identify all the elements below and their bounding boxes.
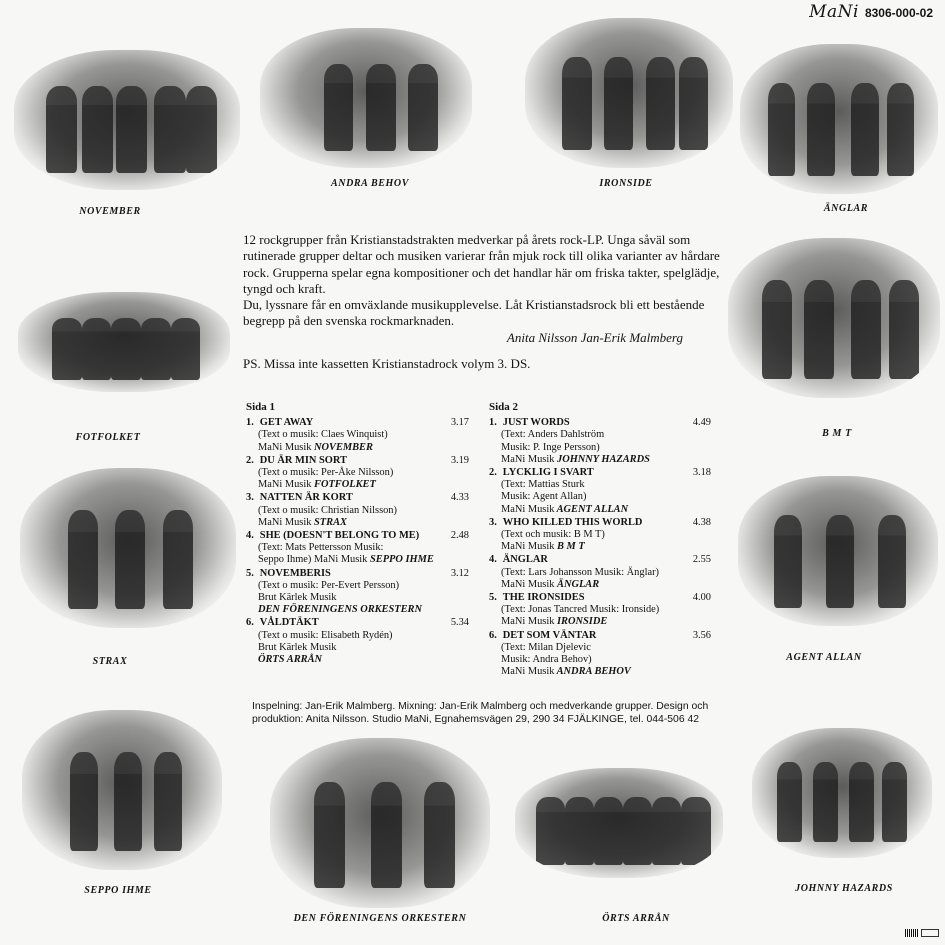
- track-title: VÅLDTÄKT: [259, 617, 319, 629]
- track-header: [246, 568, 469, 580]
- track-publisher: MaNi Musik: [501, 503, 555, 515]
- photo-seppo-ihme: [22, 710, 222, 870]
- photo-den-foreningens-orkestern: [270, 738, 490, 908]
- track-title: SHE (DOESN'T BELONG TO ME): [259, 530, 420, 542]
- track-artist-line: [489, 541, 711, 553]
- track-number: 4.: [489, 554, 497, 566]
- track-credit: Musik: Andra Behov): [501, 654, 592, 666]
- track-title: GET AWAY: [259, 417, 314, 429]
- track-artist: DEN FÖRENINGENS ORKESTERN: [258, 604, 422, 616]
- side-2-tracks: [489, 417, 711, 678]
- track-title-group: [489, 592, 585, 604]
- photo-ironside: [525, 18, 733, 168]
- track-title: THE IRONSIDES: [502, 592, 585, 604]
- track-duration: 3.17: [450, 417, 469, 429]
- mani-logo: MaNi: [809, 2, 859, 22]
- track-artist-line: [489, 666, 711, 678]
- track-credit: Musik: P. Inge Persson): [501, 441, 600, 453]
- track-duration: 4.00: [692, 592, 711, 604]
- photo-strax: [20, 468, 236, 628]
- track-duration: 3.18: [692, 467, 711, 479]
- side-1-title: Sida 1: [246, 401, 276, 413]
- track-number: 1.: [489, 417, 497, 429]
- track-header: [489, 417, 711, 429]
- track-publisher: MaNi Musik: [501, 666, 555, 678]
- track-title-group: [489, 517, 642, 529]
- track-artist-line: [489, 504, 711, 516]
- track-number: 1.: [246, 417, 254, 429]
- side-2-title: Sida 2: [489, 401, 519, 413]
- track-credit: (Text o musik: Elisabeth Rydén): [258, 629, 393, 641]
- track-duration: 3.12: [450, 567, 469, 579]
- track-item: [489, 467, 711, 516]
- track-publisher: MaNi Musik: [501, 616, 555, 628]
- track-header: [489, 467, 711, 479]
- track-artist: IRONSIDE: [557, 616, 608, 628]
- caption-johnny-hazards: JOHNNY HAZARDS: [795, 883, 893, 894]
- track-credit: (Text och musik: B M T): [501, 529, 605, 541]
- track-number: 2.: [489, 467, 497, 479]
- track-artist: B M T: [557, 541, 585, 553]
- catalog-header: [809, 2, 933, 22]
- track-header: [246, 530, 469, 542]
- caption-ironside: IRONSIDE: [599, 178, 653, 189]
- intro-paragraph: 12 rockgrupper från Kristianstadstrakten medverkar på årets rock-LP. Unga såväl som rutinerade grupper deltar och musiken varierar från mjuk rock till olika varianter av hårdare rock. Grupperna spelar egna kompositioner och det handlar här om friska takter, spelglädje, tyngd och kraft.: [243, 232, 720, 296]
- track-item: [489, 517, 711, 554]
- track-item: [489, 592, 711, 629]
- track-item: [246, 455, 469, 492]
- track-duration: 4.38: [692, 516, 711, 528]
- track-credit: (Text o musik: Claes Winquist): [258, 429, 388, 441]
- track-item: [246, 568, 469, 617]
- intro-paragraph-2: Du, lyssnare får en omväxlande musikupplevelse. Låt Kristianstadsrock bli ett bestående begrepp på den svenska rockmarknaden.: [243, 297, 705, 329]
- track-artist-line: [489, 616, 711, 628]
- track-artist-line: [489, 454, 711, 466]
- track-title: DU ÄR MIN SORT: [259, 454, 347, 466]
- track-number: 6.: [489, 629, 497, 641]
- track-number: 4.: [246, 530, 254, 542]
- track-credit: (Text: Lars Johansson Musik: Änglar): [501, 566, 659, 578]
- track-publisher: MaNi Musik: [258, 441, 312, 453]
- side-1-tracks: [246, 417, 469, 666]
- track-item: [489, 630, 711, 679]
- photo-fotfolket: [18, 292, 230, 392]
- track-number: 5.: [246, 567, 254, 579]
- track-artist: ÖRTS ARRÅN: [258, 654, 322, 666]
- track-credit: (Text o musik: Per-Evert Persson): [258, 579, 400, 591]
- track-duration: 3.19: [450, 454, 469, 466]
- track-number: 6.: [246, 617, 254, 629]
- track-credit: (Text: Jonas Tancred Musik: Ironside): [501, 604, 660, 616]
- track-publisher: MaNi Musik: [258, 516, 312, 528]
- track-number: 3.: [246, 492, 254, 504]
- track-item: [246, 530, 469, 567]
- track-artist: NOVEMBER: [314, 441, 373, 453]
- track-publisher: MaNi Musik: [501, 578, 555, 590]
- photo-andra-behov: [260, 28, 472, 168]
- track-title: NATTEN ÄR KORT: [259, 492, 353, 504]
- caption-fotfolket: FOTFOLKET: [75, 432, 141, 443]
- track-number: 3.: [489, 516, 497, 528]
- track-header: [489, 554, 711, 566]
- caption-orts-arran: ÖRTS ARRÅN: [602, 913, 670, 924]
- track-credit: Musik: Agent Allan): [501, 491, 587, 503]
- track-title-group: [489, 554, 548, 566]
- tracklist-side-1: [246, 401, 469, 667]
- track-credit: (Text o musik: Christian Nilsson): [258, 504, 397, 516]
- track-header: [489, 630, 711, 642]
- track-title-group: [489, 417, 570, 429]
- track-title: WHO KILLED THIS WORLD: [502, 516, 643, 528]
- track-artist-line: [246, 604, 469, 616]
- track-duration: 4.33: [450, 492, 469, 504]
- intro-signature: Anita Nilsson Jan-Erik Malmberg: [506, 329, 683, 345]
- caption-den-foreningens-orkestern: DEN FÖRENINGENS ORKESTERN: [293, 913, 467, 924]
- intro-text: [243, 232, 723, 372]
- track-title-group: [246, 417, 313, 429]
- track-credit: (Text o musik: Per-Åke Nilsson): [258, 467, 394, 479]
- caption-bmt: B M T: [822, 428, 852, 439]
- track-title: DET SOM VÄNTAR: [502, 629, 597, 641]
- caption-strax: STRAX: [92, 656, 128, 667]
- track-item: [246, 417, 469, 454]
- caption-seppo-ihme: SEPPO IHME: [84, 885, 152, 896]
- track-title: JUST WORDS: [502, 417, 570, 429]
- photo-orts-arran: [515, 768, 723, 878]
- track-duration: 2.48: [450, 530, 469, 542]
- track-publisher: MaNi Musik: [258, 479, 312, 491]
- track-artist: ANDRA BEHOV: [556, 666, 631, 678]
- track-item: [489, 417, 711, 466]
- photo-anglar: [740, 44, 938, 194]
- track-publisher: Seppo Ihme) MaNi Musik: [258, 554, 368, 566]
- track-title-group: [489, 630, 596, 642]
- track-credit: Brut Kärlek Musik: [258, 641, 337, 653]
- photo-bmt: [728, 238, 940, 398]
- track-artist: ÄNGLAR: [557, 578, 600, 590]
- track-header: [489, 592, 711, 604]
- track-artist-line: [489, 579, 711, 591]
- track-artist-line: [246, 479, 469, 491]
- track-header: [489, 517, 711, 529]
- photo-johnny-hazards: [752, 728, 932, 858]
- tracklist-side-2: [489, 401, 711, 679]
- track-title-group: [246, 530, 419, 542]
- track-artist: STRAX: [314, 516, 347, 528]
- label-mark: [905, 929, 939, 937]
- track-credit: (Text: Mattias Sturk: [501, 479, 585, 491]
- track-credit: (Text: Anders Dahlström: [501, 429, 605, 441]
- catalog-number: 8306-000-02: [864, 6, 933, 20]
- track-title-group: [246, 568, 331, 580]
- photo-agent-allan: [738, 476, 938, 626]
- track-item: [489, 554, 711, 591]
- track-header: [246, 617, 469, 629]
- track-artist: JOHNNY HAZARDS: [557, 453, 650, 465]
- caption-november: NOVEMBER: [79, 206, 141, 217]
- track-artist-line: [246, 654, 469, 666]
- track-artist: FOTFOLKET: [314, 479, 376, 491]
- caption-andra-behov: ANDRA BEHOV: [330, 178, 409, 189]
- track-item: [246, 492, 469, 529]
- caption-anglar: ÄNGLAR: [823, 203, 869, 214]
- track-title: NOVEMBERIS: [259, 567, 331, 579]
- track-number: 2.: [246, 454, 254, 466]
- track-title: ÄNGLAR: [502, 554, 548, 566]
- track-item: [246, 617, 469, 666]
- track-artist-line: [246, 442, 469, 454]
- track-header: [246, 455, 469, 467]
- track-credit: (Text: Milan Djelevic: [501, 641, 591, 653]
- track-duration: 5.34: [450, 617, 469, 629]
- track-publisher: MaNi Musik: [501, 541, 555, 553]
- track-number: 5.: [489, 592, 497, 604]
- caption-agent-allan: AGENT ALLAN: [786, 652, 862, 663]
- track-artist: SEPPO IHME: [370, 554, 434, 566]
- track-artist-line: [246, 554, 469, 566]
- track-title-group: [246, 617, 319, 629]
- track-artist: AGENT ALLAN: [556, 503, 629, 515]
- track-credit: Brut Kärlek Musik: [258, 592, 337, 604]
- track-title: LYCKLIG I SVART: [502, 467, 594, 479]
- track-artist-line: [246, 517, 469, 529]
- photo-november: [14, 50, 240, 190]
- production-credits: Inspelning: Jan-Erik Malmberg. Mixning: Jan-Erik Malmberg och medverkande grupper. Design och produktion: Anita Nilsson. Studio MaNi, Egnahemsvägen 29, 290 34 FJÄLKINGE, tel. 044-506 42: [252, 701, 709, 726]
- track-title-group: [489, 467, 594, 479]
- track-duration: 3.56: [692, 629, 711, 641]
- track-publisher: MaNi Musik: [501, 453, 555, 465]
- track-header: [246, 492, 469, 504]
- track-title-group: [246, 492, 353, 504]
- track-duration: 4.49: [692, 417, 711, 429]
- intro-ps: PS. Missa inte kassetten Kristianstadrock volym 3. DS.: [243, 356, 531, 372]
- track-duration: 2.55: [692, 554, 711, 566]
- track-credit: (Text: Mats Pettersson Musik:: [258, 542, 384, 554]
- track-title-group: [246, 455, 347, 467]
- track-header: [246, 417, 469, 429]
